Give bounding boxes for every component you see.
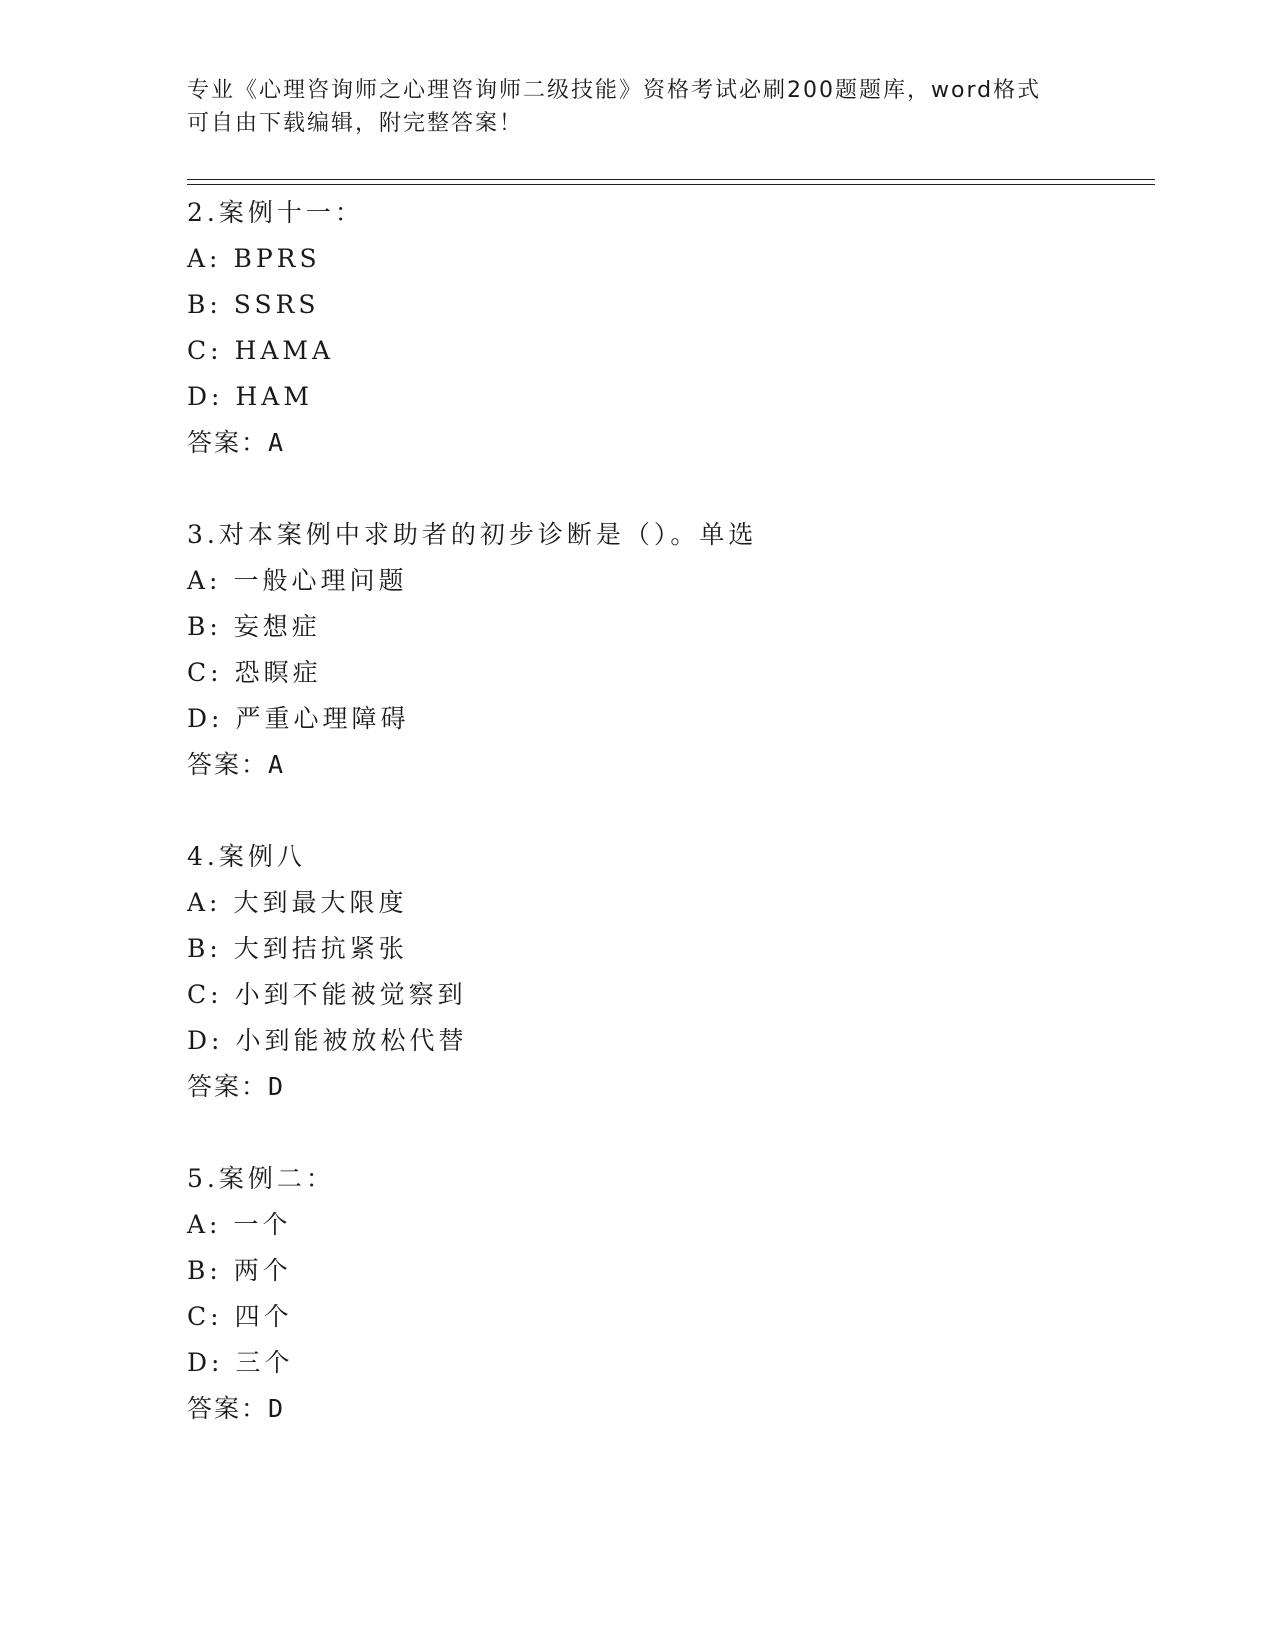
option-a: [187, 558, 1147, 604]
option-text: 三个: [235, 1348, 294, 1377]
option-letter: D:: [187, 382, 224, 411]
question-title: 5.案例二：: [187, 1164, 335, 1193]
question-title: 4.案例八: [187, 842, 306, 871]
option-text: 一个: [233, 1210, 292, 1239]
option-text: BPRS: [233, 244, 321, 273]
answer-label: 答案：: [187, 750, 269, 779]
header-line-2: 可自由下载编辑，附完整答案！: [187, 111, 524, 136]
question-5: [187, 1156, 1147, 1432]
option-d: [187, 1340, 1147, 1386]
option-text: 小到能被放松代替: [235, 1026, 468, 1055]
option-letter: A:: [187, 244, 222, 273]
answer-value: D: [268, 1394, 286, 1423]
question-title: 3.对本案例中求助者的初步诊断是（）。单选: [187, 520, 758, 549]
answer-line: [187, 1064, 1147, 1110]
option-text: 大到最大限度: [233, 888, 408, 917]
option-c: [187, 1294, 1147, 1340]
option-a: [187, 1202, 1147, 1248]
option-letter: B:: [187, 612, 222, 641]
option-letter: C:: [187, 658, 223, 687]
option-text: 大到拮抗紧张: [233, 934, 408, 963]
option-d: [187, 696, 1147, 742]
option-b: [187, 604, 1147, 650]
option-letter: D:: [187, 1348, 224, 1377]
option-d: [187, 374, 1147, 420]
option-letter: B:: [187, 290, 222, 319]
option-letter: B:: [187, 1256, 222, 1285]
answer-label: 答案：: [187, 428, 269, 457]
answer-label: 答案：: [187, 1072, 269, 1101]
option-c: [187, 328, 1147, 374]
option-letter: D:: [187, 1026, 224, 1055]
answer-line: [187, 420, 1147, 466]
header-divider-bottom: [187, 184, 1155, 185]
question-3: [187, 512, 1147, 788]
option-d: [187, 1018, 1147, 1064]
option-letter: C:: [187, 980, 223, 1009]
option-letter: D:: [187, 704, 224, 733]
option-b: [187, 926, 1147, 972]
option-text: 恐瞑症: [234, 658, 322, 687]
option-a: [187, 880, 1147, 926]
option-text: HAMA: [234, 336, 335, 365]
question-list: [187, 190, 1147, 1478]
answer-line: [187, 742, 1147, 788]
option-letter: A:: [187, 566, 222, 595]
question-2: [187, 190, 1147, 466]
option-text: HAM: [235, 382, 313, 411]
option-text: 小到不能被觉察到: [234, 980, 467, 1009]
option-letter: B:: [187, 934, 222, 963]
option-text: 一般心理问题: [233, 566, 408, 595]
option-b: [187, 1248, 1147, 1294]
option-text: SSRS: [233, 290, 320, 319]
option-c: [187, 972, 1147, 1018]
answer-label: 答案：: [187, 1394, 269, 1423]
option-letter: C:: [187, 336, 223, 365]
answer-value: A: [268, 428, 286, 457]
option-letter: A:: [187, 1210, 222, 1239]
option-text: 妄想症: [233, 612, 321, 641]
option-letter: A:: [187, 888, 222, 917]
answer-value: A: [268, 750, 286, 779]
question-4: [187, 834, 1147, 1110]
option-a: [187, 236, 1147, 282]
option-text: 严重心理障碍: [235, 704, 410, 733]
option-text: 两个: [233, 1256, 292, 1285]
answer-value: D: [268, 1072, 286, 1101]
header-divider-top: [187, 179, 1155, 180]
document-header: [187, 74, 1067, 140]
header-line-1: 专业《心理咨询师之心理咨询师二级技能》资格考试必刷200题题库，word格式: [187, 78, 1042, 103]
question-title: 2.案例十一：: [187, 198, 364, 227]
option-letter: C:: [187, 1302, 223, 1331]
answer-line: [187, 1386, 1147, 1432]
option-text: 四个: [234, 1302, 293, 1331]
option-b: [187, 282, 1147, 328]
option-c: [187, 650, 1147, 696]
